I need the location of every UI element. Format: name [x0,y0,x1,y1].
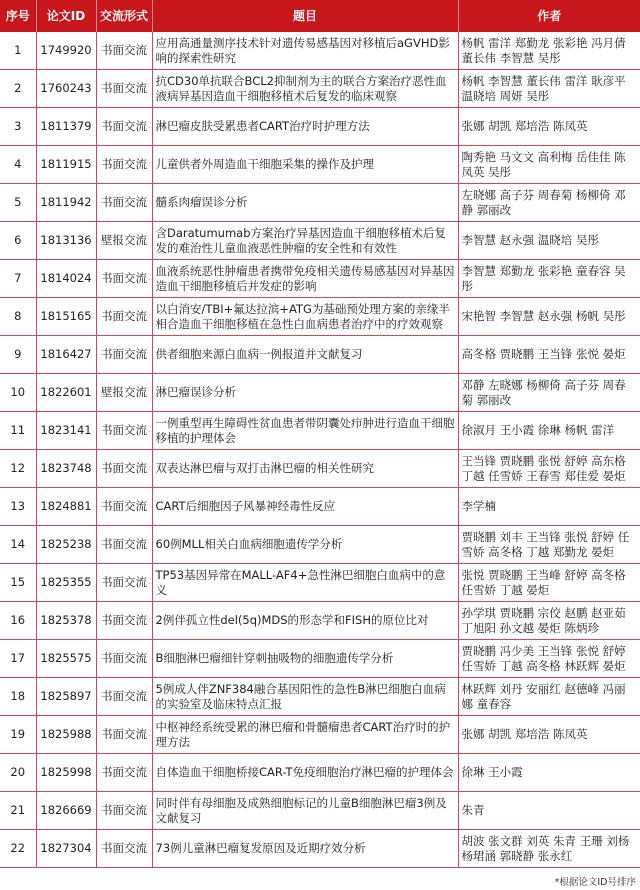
exchange-format: 书面交流 [96,830,152,868]
table-row [0,298,640,336]
paper-id: 1749920 [36,32,96,70]
exchange-format: 书面交流 [96,678,152,716]
table-row [0,222,640,260]
row-number: 19 [0,716,36,754]
table-row [0,184,640,222]
table-row [0,602,640,640]
header-row [0,0,640,32]
row-number: 10 [0,374,36,412]
row-number: 8 [0,298,36,336]
paper-authors: 张娜 胡凯 郑培浩 陈凤英 [458,716,640,754]
table-row [0,754,640,792]
paper-authors: 杨帆 李智慧 董长伟 雷洋 耿彦平 温晓培 周妍 吴彤 [458,70,640,108]
paper-title: 淋巴瘤误诊分析 [152,374,458,412]
paper-authors: 张娜 胡凯 郑培浩 陈凤英 [458,108,640,146]
paper-title: 以白消安/TBI+氟达拉滨+ATG为基础预处理方案的亲缘半相合造血干细胞移植在急性白血病患者治疗中的疗效观察 [152,298,458,336]
paper-title: 中枢神经系统受累的淋巴瘤和骨髓瘤患者CART治疗时的护理方法 [152,716,458,754]
table-row [0,260,640,298]
row-number: 14 [0,526,36,564]
paper-id: 1825378 [36,602,96,640]
paper-authors: 陶秀艳 马文文 高利梅 岳佳佳 陈凤英 吴彤 [458,146,640,184]
paper-authors: 胡波 张文群 刘英 朱青 王珊 刘杨 杨珺涵 郭晓静 张永红 [458,830,640,868]
table-row [0,564,640,602]
col-header-title: 题目 [152,0,458,32]
paper-title: 含Daratumumab方案治疗异基因造血干细胞移植术后复发的难治性儿童血液恶性肿瘤的安全性和有效性 [152,222,458,260]
table-row [0,146,640,184]
table-row [0,70,640,108]
exchange-format: 书面交流 [96,640,152,678]
paper-title: 一例重型再生障碍性贫血患者带阴囊处疖肿进行造血干细胞移植的护理体会 [152,412,458,450]
paper-title: 髓系肉瘤误诊分析 [152,184,458,222]
paper-authors: 张悦 贾晓鹏 王当峰 舒婷 高冬格 任雪娇 丁越 晏炬 [458,564,640,602]
table-row [0,336,640,374]
paper-title: 同时伴有母细胞及成熟细胞标记的儿童B细胞淋巴瘤3例及文献复习 [152,792,458,830]
paper-title: 抗CD30单抗联合BCL2抑制剂为主的联合方案治疗恶性血液病异基因造血干细胞移植术后复发的临床观察 [152,70,458,108]
paper-authors: 李智慧 赵永强 温晓培 吴彤 [458,222,640,260]
paper-id: 1825897 [36,678,96,716]
row-number: 12 [0,450,36,488]
row-number: 17 [0,640,36,678]
exchange-format: 书面交流 [96,564,152,602]
table-row [0,374,640,412]
row-number: 11 [0,412,36,450]
paper-title: 应用高通量测序技术针对遗传易感基因对移植后aGVHD影响的探索性研究 [152,32,458,70]
paper-id: 1825355 [36,564,96,602]
paper-id: 1826669 [36,792,96,830]
paper-title: 自体造血干细胞桥接CAR-T免疫细胞治疗淋巴瘤的护理体会 [152,754,458,792]
paper-id: 1825998 [36,754,96,792]
paper-authors: 邓静 左晓娜 杨柳倚 高子芬 周春菊 郭丽改 [458,374,640,412]
paper-authors: 贾晓鹏 刘丰 王当锋 张悦 舒婷 任雪娇 高冬格 丁越 郑勤龙 晏炬 [458,526,640,564]
paper-authors: 徐淑月 王小霞 徐琳 杨帆 雷洋 [458,412,640,450]
row-number: 15 [0,564,36,602]
paper-id: 1815165 [36,298,96,336]
table-row [0,488,640,526]
row-number: 20 [0,754,36,792]
paper-id: 1823141 [36,412,96,450]
paper-authors: 王当锋 贾晓鹏 张悦 舒婷 高东格 丁越 任雪娇 王春雪 郑佳爱 晏炬 [458,450,640,488]
row-number: 16 [0,602,36,640]
table-row [0,678,640,716]
paper-id: 1811942 [36,184,96,222]
table-body [0,32,640,868]
paper-title: 淋巴瘤皮肤受累患者CART治疗时护理方法 [152,108,458,146]
exchange-format: 书面交流 [96,108,152,146]
exchange-format: 书面交流 [96,70,152,108]
exchange-format: 书面交流 [96,32,152,70]
exchange-format: 书面交流 [96,754,152,792]
paper-authors: 徐琳 王小霞 [458,754,640,792]
paper-title: 60例MLL相关白血病细胞遗传学分析 [152,526,458,564]
exchange-format: 书面交流 [96,412,152,450]
exchange-format: 壁报交流 [96,374,152,412]
col-header-authors: 作者 [458,0,640,32]
table-row [0,716,640,754]
row-number: 3 [0,108,36,146]
sort-footnote: *根据论文ID号排序 [554,877,636,888]
exchange-format: 书面交流 [96,450,152,488]
paper-authors: 李智慧 郑勤龙 张彩艳 童春容 吴彤 [458,260,640,298]
paper-authors: 朱青 [458,792,640,830]
paper-id: 1813136 [36,222,96,260]
row-number: 18 [0,678,36,716]
paper-authors: 宋艳智 李智慧 赵永强 杨帆 吴彤 [458,298,640,336]
paper-title: B细胞淋巴瘤细针穿刺抽吸物的细胞遗传学分析 [152,640,458,678]
paper-authors: 李学楠 [458,488,640,526]
paper-title: 2例伴孤立性del(5q)MDS的形态学和FISH的原位比对 [152,602,458,640]
paper-title: TP53基因异常在MALL-AF4+急性淋巴细胞白血病中的意义 [152,564,458,602]
row-number: 13 [0,488,36,526]
paper-id: 1816427 [36,336,96,374]
col-header-format: 交流形式 [96,0,152,32]
table-row [0,830,640,868]
paper-authors: 高冬格 贾晓鹏 王当锋 张悦 晏炬 [458,336,640,374]
col-header-no: 序号 [0,0,36,32]
paper-authors: 林跃辉 刘丹 安丽红 赵德峰 冯丽娜 童春容 [458,678,640,716]
table-row [0,412,640,450]
paper-id: 1827304 [36,830,96,868]
paper-title: 5例成人伴ZNF384融合基因阳性的急性B淋巴细胞白血病的实验室及临床特点汇报 [152,678,458,716]
exchange-format: 书面交流 [96,298,152,336]
exchange-format: 书面交流 [96,602,152,640]
paper-title: 血液系统恶性肿瘤患者携带免疫相关遗传易感基因对异基因造血干细胞移植后并发症的影响 [152,260,458,298]
paper-authors: 杨帆 雷洋 郑勤龙 张彩艳 冯月倩 董长伟 李智慧 吴彤 [458,32,640,70]
row-number: 9 [0,336,36,374]
row-number: 2 [0,70,36,108]
paper-authors: 左晓娜 高子芬 周春菊 杨柳倚 邓静 郭丽改 [458,184,640,222]
paper-id: 1825238 [36,526,96,564]
row-number: 4 [0,146,36,184]
paper-id: 1823748 [36,450,96,488]
row-number: 21 [0,792,36,830]
exchange-format: 书面交流 [96,146,152,184]
paper-authors: 孙学琪 贾晓鹏 宗佼 赵鹏 赵亚茹 丁旭阳 孙文越 晏炬 陈炳珍 [458,602,640,640]
row-number: 7 [0,260,36,298]
table-row [0,792,640,830]
row-number: 6 [0,222,36,260]
paper-id: 1825988 [36,716,96,754]
exchange-format: 书面交流 [96,260,152,298]
exchange-format: 书面交流 [96,716,152,754]
table-row [0,108,640,146]
paper-id: 1825575 [36,640,96,678]
paper-id: 1811379 [36,108,96,146]
paper-title: CART后细胞因子风暴神经毒性反应 [152,488,458,526]
paper-title: 供者细胞来源白血病一例报道并文献复习 [152,336,458,374]
paper-title: 双表达淋巴瘤与双打击淋巴瘤的相关性研究 [152,450,458,488]
row-number: 5 [0,184,36,222]
table-row [0,450,640,488]
paper-id: 1824881 [36,488,96,526]
table-row [0,526,640,564]
row-number: 22 [0,830,36,868]
paper-id: 1811915 [36,146,96,184]
paper-id: 1814024 [36,260,96,298]
paper-id: 1760243 [36,70,96,108]
paper-id: 1822601 [36,374,96,412]
exchange-format: 书面交流 [96,488,152,526]
exchange-format: 书面交流 [96,184,152,222]
exchange-format: 书面交流 [96,336,152,374]
exchange-format: 书面交流 [96,526,152,564]
paper-title: 儿童供者外周造血干细胞采集的操作及护理 [152,146,458,184]
exchange-format: 书面交流 [96,792,152,830]
paper-authors: 贾晓鹏 冯少美 王当锋 张悦 舒婷 任雪娇 丁越 高冬格 林跃辉 晏炬 [458,640,640,678]
table-row [0,32,640,70]
table-row [0,640,640,678]
row-number: 1 [0,32,36,70]
exchange-format: 壁报交流 [96,222,152,260]
col-header-paper-id: 论文ID [36,0,96,32]
paper-title: 73例儿童淋巴瘤复发原因及近期疗效分析 [152,830,458,868]
